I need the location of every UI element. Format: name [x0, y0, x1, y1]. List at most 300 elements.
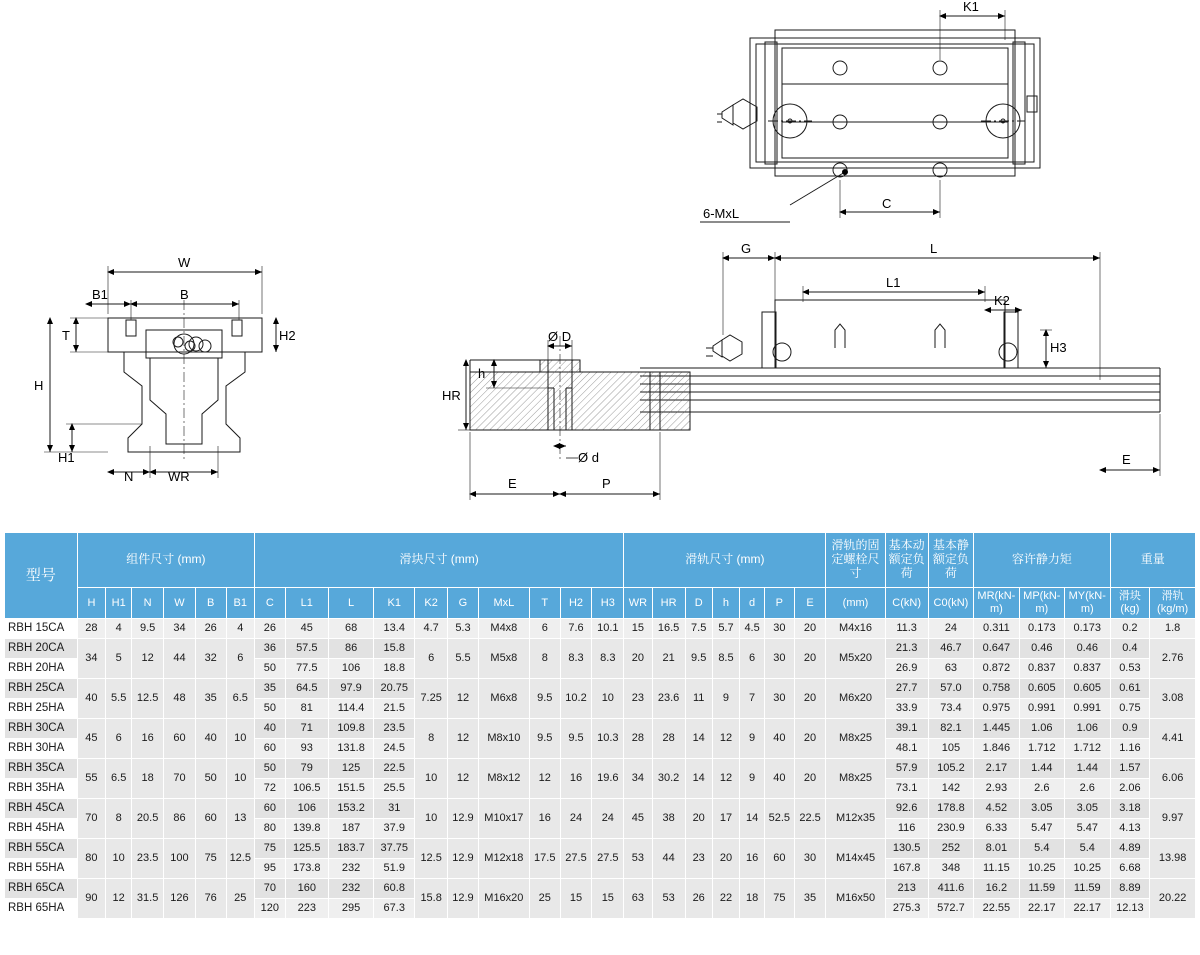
cell-C: 50 [255, 759, 286, 779]
cell-mp: 1.06 [1019, 719, 1064, 739]
cell-HR: 28 [652, 719, 685, 759]
cell-H1: 12 [106, 879, 132, 919]
cell-MxL: M4x8 [478, 619, 529, 639]
cell-L1: 64.5 [285, 679, 328, 699]
cell-my: 0.605 [1065, 679, 1110, 699]
cell-d: 18 [740, 879, 765, 919]
cell-w_block: 1.57 [1110, 759, 1150, 779]
top-view [700, 0, 1040, 222]
cell-bolt: M14x45 [826, 839, 885, 879]
cell-W: 34 [164, 619, 196, 639]
cell-B1: 12.5 [226, 839, 254, 879]
table-row [5, 639, 1196, 659]
cell-mr: 11.15 [974, 859, 1019, 879]
cell-T: 9.5 [529, 679, 560, 719]
cell-dyn: 39.1 [885, 719, 928, 739]
cell-K2: 15.8 [415, 879, 448, 919]
cell-my: 5.4 [1065, 839, 1110, 859]
label-p: P [602, 476, 611, 491]
cell-model: RBH 65HA [5, 899, 78, 919]
cell-E: 30 [794, 839, 826, 879]
cell-h: 8.5 [712, 639, 739, 679]
cell-P: 40 [765, 759, 795, 799]
cell-dyn: 116 [885, 819, 928, 839]
cell-K1: 23.5 [374, 719, 415, 739]
th-D: D [685, 588, 712, 619]
cell-K2: 4.7 [415, 619, 448, 639]
cell-dyn: 275.3 [885, 899, 928, 919]
cell-mr: 2.17 [974, 759, 1019, 779]
th-HR: HR [652, 588, 685, 619]
cell-mr: 4.52 [974, 799, 1019, 819]
cell-K2: 10 [415, 759, 448, 799]
cell-w_block: 0.61 [1110, 679, 1150, 699]
cell-B: 35 [195, 679, 226, 719]
cell-N: 12.5 [132, 679, 164, 719]
cell-C: 75 [255, 839, 286, 859]
th-H1: H1 [106, 588, 132, 619]
cell-sta: 24 [928, 619, 973, 639]
cell-L1: 93 [285, 739, 328, 759]
cell-mp: 3.05 [1019, 799, 1064, 819]
cell-T: 17.5 [529, 839, 560, 879]
cell-dyn: 57.9 [885, 759, 928, 779]
cell-K1: 21.5 [374, 699, 415, 719]
cell-H2: 27.5 [560, 839, 592, 879]
cell-sta: 73.4 [928, 699, 973, 719]
cell-w_block: 2.06 [1110, 779, 1150, 799]
cell-MxL: M10x17 [478, 799, 529, 839]
cell-B1: 10 [226, 719, 254, 759]
cell-W: 60 [164, 719, 196, 759]
cell-model: RBH 30HA [5, 739, 78, 759]
cell-model: RBH 35HA [5, 779, 78, 799]
cell-HR: 16.5 [652, 619, 685, 639]
cell-w_block: 0.4 [1110, 639, 1150, 659]
cell-my: 0.46 [1065, 639, 1110, 659]
th-sta-unit: C0(kN) [928, 588, 973, 619]
label-t: T [62, 328, 70, 343]
cell-w_rail: 9.97 [1150, 799, 1196, 839]
cell-N: 12 [132, 639, 164, 679]
cell-dyn: 21.3 [885, 639, 928, 659]
cell-w_rail: 6.06 [1150, 759, 1196, 799]
cell-L1: 173.8 [285, 859, 328, 879]
cell-MxL: M16x20 [478, 879, 529, 919]
cell-model: RBH 20HA [5, 659, 78, 679]
cell-d: 7 [740, 679, 765, 719]
cell-C: 35 [255, 679, 286, 699]
cell-MxL: M6x8 [478, 679, 529, 719]
th-L: L [328, 588, 373, 619]
cell-L: 295 [328, 899, 373, 919]
table-row [5, 619, 1196, 639]
cell-w_block: 0.9 [1110, 719, 1150, 739]
cell-mp: 10.25 [1019, 859, 1064, 879]
cell-w_block: 0.2 [1110, 619, 1150, 639]
th-N: N [132, 588, 164, 619]
cell-w_rail: 3.08 [1150, 679, 1196, 719]
cell-P: 60 [765, 839, 795, 879]
cell-model: RBH 45CA [5, 799, 78, 819]
cell-w_block: 3.18 [1110, 799, 1150, 819]
cell-L1: 57.5 [285, 639, 328, 659]
cell-sta: 178.8 [928, 799, 973, 819]
cell-H1: 5.5 [106, 679, 132, 719]
cell-WR: 53 [624, 839, 652, 879]
cell-C: 50 [255, 699, 286, 719]
th-H2: H2 [560, 588, 592, 619]
front-section-view [34, 255, 296, 484]
cell-B: 26 [195, 619, 226, 639]
cell-K1: 37.75 [374, 839, 415, 859]
cell-D: 14 [685, 759, 712, 799]
cell-dyn: 213 [885, 879, 928, 899]
cell-mr: 1.846 [974, 739, 1019, 759]
cell-K1: 15.8 [374, 639, 415, 659]
cell-B: 50 [195, 759, 226, 799]
label-k1: K1 [963, 0, 979, 14]
label-w: W [178, 255, 191, 270]
cell-K2: 10 [415, 799, 448, 839]
cell-L: 125 [328, 759, 373, 779]
cell-model: RBH 30CA [5, 719, 78, 739]
cell-B: 75 [195, 839, 226, 879]
cell-w_block: 0.75 [1110, 699, 1150, 719]
th-E: E [794, 588, 826, 619]
cell-N: 9.5 [132, 619, 164, 639]
cell-L1: 45 [285, 619, 328, 639]
cell-dyn: 73.1 [885, 779, 928, 799]
cell-my: 11.59 [1065, 879, 1110, 899]
cell-sta: 572.7 [928, 899, 973, 919]
label-h-small: h [478, 366, 486, 381]
cell-E: 20 [794, 619, 826, 639]
cell-K2: 7.25 [415, 679, 448, 719]
label-g: G [741, 241, 752, 256]
th-group-rail: 滑轨尺寸 (mm) [624, 533, 826, 588]
label-b1: B1 [92, 287, 108, 302]
cell-L1: 71 [285, 719, 328, 739]
cell-mr: 0.758 [974, 679, 1019, 699]
cell-P: 52.5 [765, 799, 795, 839]
cell-C: 70 [255, 879, 286, 899]
cell-mr: 0.647 [974, 639, 1019, 659]
cell-dyn: 11.3 [885, 619, 928, 639]
cell-my: 2.6 [1065, 779, 1110, 799]
cell-H: 45 [77, 719, 105, 759]
cell-W: 48 [164, 679, 196, 719]
th-group-block: 滑块尺寸 (mm) [255, 533, 624, 588]
cell-P: 30 [765, 679, 795, 719]
cell-sta: 252 [928, 839, 973, 859]
table-row [5, 839, 1196, 859]
cell-C: 26 [255, 619, 286, 639]
cell-d: 9 [740, 719, 765, 759]
cell-L: 131.8 [328, 739, 373, 759]
cell-my: 3.05 [1065, 799, 1110, 819]
cell-sta: 105 [928, 739, 973, 759]
cell-model: RBH 15CA [5, 619, 78, 639]
cell-H2: 16 [560, 759, 592, 799]
cell-w_rail: 20.22 [1150, 879, 1196, 919]
cell-model: RBH 25HA [5, 699, 78, 719]
cell-d: 9 [740, 759, 765, 799]
label-big-d: Ø D [548, 329, 572, 344]
label-6mxl: 6-MxL [703, 206, 740, 221]
cell-mp: 0.837 [1019, 659, 1064, 679]
cell-G: 12.9 [448, 799, 479, 839]
th-d: d [740, 588, 765, 619]
cell-model: RBH 65CA [5, 879, 78, 899]
cell-L: 232 [328, 859, 373, 879]
cell-C: 72 [255, 779, 286, 799]
cell-H1: 8 [106, 799, 132, 839]
cell-L1: 125.5 [285, 839, 328, 859]
cell-E: 22.5 [794, 799, 826, 839]
cell-G: 5.5 [448, 639, 479, 679]
cell-mr: 0.311 [974, 619, 1019, 639]
th-mp: MP(kN-m) [1019, 588, 1064, 619]
cell-mp: 0.991 [1019, 699, 1064, 719]
th-group-bolt: 滑轨的固定螺栓尺寸 [826, 533, 885, 588]
cell-sta: 142 [928, 779, 973, 799]
cell-W: 100 [164, 839, 196, 879]
cell-W: 70 [164, 759, 196, 799]
cell-L1: 81 [285, 699, 328, 719]
cell-T: 8 [529, 639, 560, 679]
cell-w_block: 12.13 [1110, 899, 1150, 919]
cell-E: 20 [794, 719, 826, 759]
cell-d: 14 [740, 799, 765, 839]
cell-MxL: M8x12 [478, 759, 529, 799]
cell-w_rail: 4.41 [1150, 719, 1196, 759]
cell-K1: 60.8 [374, 879, 415, 899]
cell-mr: 6.33 [974, 819, 1019, 839]
cell-N: 20.5 [132, 799, 164, 839]
cell-B1: 4 [226, 619, 254, 639]
cell-mp: 0.46 [1019, 639, 1064, 659]
cell-mr: 22.55 [974, 899, 1019, 919]
cell-L: 109.8 [328, 719, 373, 739]
cell-HR: 44 [652, 839, 685, 879]
cell-bolt: M12x35 [826, 799, 885, 839]
cell-G: 5.3 [448, 619, 479, 639]
cell-H3: 27.5 [592, 839, 624, 879]
cell-C: 60 [255, 799, 286, 819]
label-h2: H2 [279, 328, 296, 343]
cell-C: 95 [255, 859, 286, 879]
cell-L1: 160 [285, 879, 328, 899]
cell-L: 106 [328, 659, 373, 679]
cell-G: 12.9 [448, 839, 479, 879]
th-w-block: 滑块(kg) [1110, 588, 1150, 619]
cell-H3: 8.3 [592, 639, 624, 679]
th-group-weight: 重量 [1110, 533, 1195, 588]
cell-H: 55 [77, 759, 105, 799]
cell-K1: 20.75 [374, 679, 415, 699]
table-row [5, 879, 1196, 899]
cell-H3: 10.3 [592, 719, 624, 759]
cell-H3: 10.1 [592, 619, 624, 639]
cell-T: 25 [529, 879, 560, 919]
cell-G: 12.9 [448, 879, 479, 919]
cell-sta: 411.6 [928, 879, 973, 899]
cell-H1: 6 [106, 719, 132, 759]
cell-E: 20 [794, 679, 826, 719]
cell-w_rail: 13.98 [1150, 839, 1196, 879]
cell-d: 16 [740, 839, 765, 879]
cell-HR: 38 [652, 799, 685, 839]
cell-B1: 6.5 [226, 679, 254, 719]
cell-h: 12 [712, 719, 739, 759]
cell-E: 20 [794, 759, 826, 799]
cell-mr: 0.975 [974, 699, 1019, 719]
cell-B: 76 [195, 879, 226, 919]
cell-L1: 223 [285, 899, 328, 919]
cell-L: 183.7 [328, 839, 373, 859]
th-MxL: MxL [478, 588, 529, 619]
label-k2: K2 [994, 293, 1010, 308]
cell-mr: 2.93 [974, 779, 1019, 799]
cell-H2: 10.2 [560, 679, 592, 719]
th-WR: WR [624, 588, 652, 619]
table-row [5, 679, 1196, 699]
cell-D: 14 [685, 719, 712, 759]
cell-MxL: M5x8 [478, 639, 529, 679]
cell-K1: 24.5 [374, 739, 415, 759]
cell-HR: 23.6 [652, 679, 685, 719]
cell-H: 90 [77, 879, 105, 919]
cell-L: 68 [328, 619, 373, 639]
cell-G: 12 [448, 719, 479, 759]
cell-L1: 139.8 [285, 819, 328, 839]
label-e-left: E [508, 476, 517, 491]
label-hr: HR [442, 388, 461, 403]
cell-B1: 25 [226, 879, 254, 919]
cell-mp: 0.173 [1019, 619, 1064, 639]
cell-mp: 2.6 [1019, 779, 1064, 799]
cell-mp: 11.59 [1019, 879, 1064, 899]
cell-C: 50 [255, 659, 286, 679]
cell-P: 30 [765, 619, 795, 639]
cell-K2: 6 [415, 639, 448, 679]
cell-dyn: 92.6 [885, 799, 928, 819]
cell-bolt: M6x20 [826, 679, 885, 719]
cell-sta: 63 [928, 659, 973, 679]
cell-sta: 82.1 [928, 719, 973, 739]
cell-sta: 105.2 [928, 759, 973, 779]
cell-bolt: M4x16 [826, 619, 885, 639]
cell-B: 60 [195, 799, 226, 839]
th-L1: L1 [285, 588, 328, 619]
cell-h: 9 [712, 679, 739, 719]
th-G: G [448, 588, 479, 619]
cell-K1: 67.3 [374, 899, 415, 919]
th-C: C [255, 588, 286, 619]
label-l1: L1 [886, 275, 901, 290]
cell-model: RBH 35CA [5, 759, 78, 779]
cell-h: 5.7 [712, 619, 739, 639]
cell-model: RBH 25CA [5, 679, 78, 699]
cell-T: 12 [529, 759, 560, 799]
cell-sta: 348 [928, 859, 973, 879]
th-my: MY(kN-m) [1065, 588, 1110, 619]
cell-C: 60 [255, 739, 286, 759]
cell-MxL: M8x10 [478, 719, 529, 759]
th-group-moment: 容许静力矩 [974, 533, 1110, 588]
th-P: P [765, 588, 795, 619]
cell-B: 32 [195, 639, 226, 679]
cell-model: RBH 45HA [5, 819, 78, 839]
cell-my: 0.173 [1065, 619, 1110, 639]
cell-WR: 28 [624, 719, 652, 759]
cell-sta: 230.9 [928, 819, 973, 839]
cell-my: 10.25 [1065, 859, 1110, 879]
cell-HR: 53 [652, 879, 685, 919]
cell-H3: 19.6 [592, 759, 624, 799]
th-bolt-unit: (mm) [826, 588, 885, 619]
cell-my: 1.44 [1065, 759, 1110, 779]
cell-D: 20 [685, 799, 712, 839]
cell-K1: 13.4 [374, 619, 415, 639]
label-small-d: Ø d [578, 450, 599, 465]
label-wr: WR [168, 469, 190, 484]
cell-H2: 7.6 [560, 619, 592, 639]
cell-WR: 15 [624, 619, 652, 639]
cell-w_block: 8.89 [1110, 879, 1150, 899]
th-h: h [712, 588, 739, 619]
cell-W: 44 [164, 639, 196, 679]
cell-my: 0.837 [1065, 659, 1110, 679]
cell-dyn: 48.1 [885, 739, 928, 759]
th-mr: MR(kN-m) [974, 588, 1019, 619]
cell-my: 1.712 [1065, 739, 1110, 759]
cell-mp: 0.605 [1019, 679, 1064, 699]
cell-H2: 8.3 [560, 639, 592, 679]
cell-bolt: M8x25 [826, 719, 885, 759]
cell-D: 7.5 [685, 619, 712, 639]
cell-P: 30 [765, 639, 795, 679]
cell-sta: 46.7 [928, 639, 973, 659]
cell-bolt: M16x50 [826, 879, 885, 919]
cell-K1: 18.8 [374, 659, 415, 679]
label-b: B [180, 287, 189, 302]
cell-K1: 22.5 [374, 759, 415, 779]
cell-h: 17 [712, 799, 739, 839]
label-h: H [34, 378, 44, 393]
cell-d: 6 [740, 639, 765, 679]
cell-L: 114.4 [328, 699, 373, 719]
cell-N: 16 [132, 719, 164, 759]
label-h1: H1 [58, 450, 75, 465]
cell-P: 40 [765, 719, 795, 759]
cell-w_block: 4.13 [1110, 819, 1150, 839]
cell-L: 151.5 [328, 779, 373, 799]
cell-L: 86 [328, 639, 373, 659]
cell-B1: 10 [226, 759, 254, 799]
cell-H2: 9.5 [560, 719, 592, 759]
cell-mr: 1.445 [974, 719, 1019, 739]
label-e-right: E [1122, 452, 1131, 467]
cell-L1: 77.5 [285, 659, 328, 679]
cell-mp: 22.17 [1019, 899, 1064, 919]
cell-sta: 57.0 [928, 679, 973, 699]
cell-model: RBH 20CA [5, 639, 78, 659]
cell-my: 1.06 [1065, 719, 1110, 739]
cell-L1: 106.5 [285, 779, 328, 799]
cell-E: 35 [794, 879, 826, 919]
